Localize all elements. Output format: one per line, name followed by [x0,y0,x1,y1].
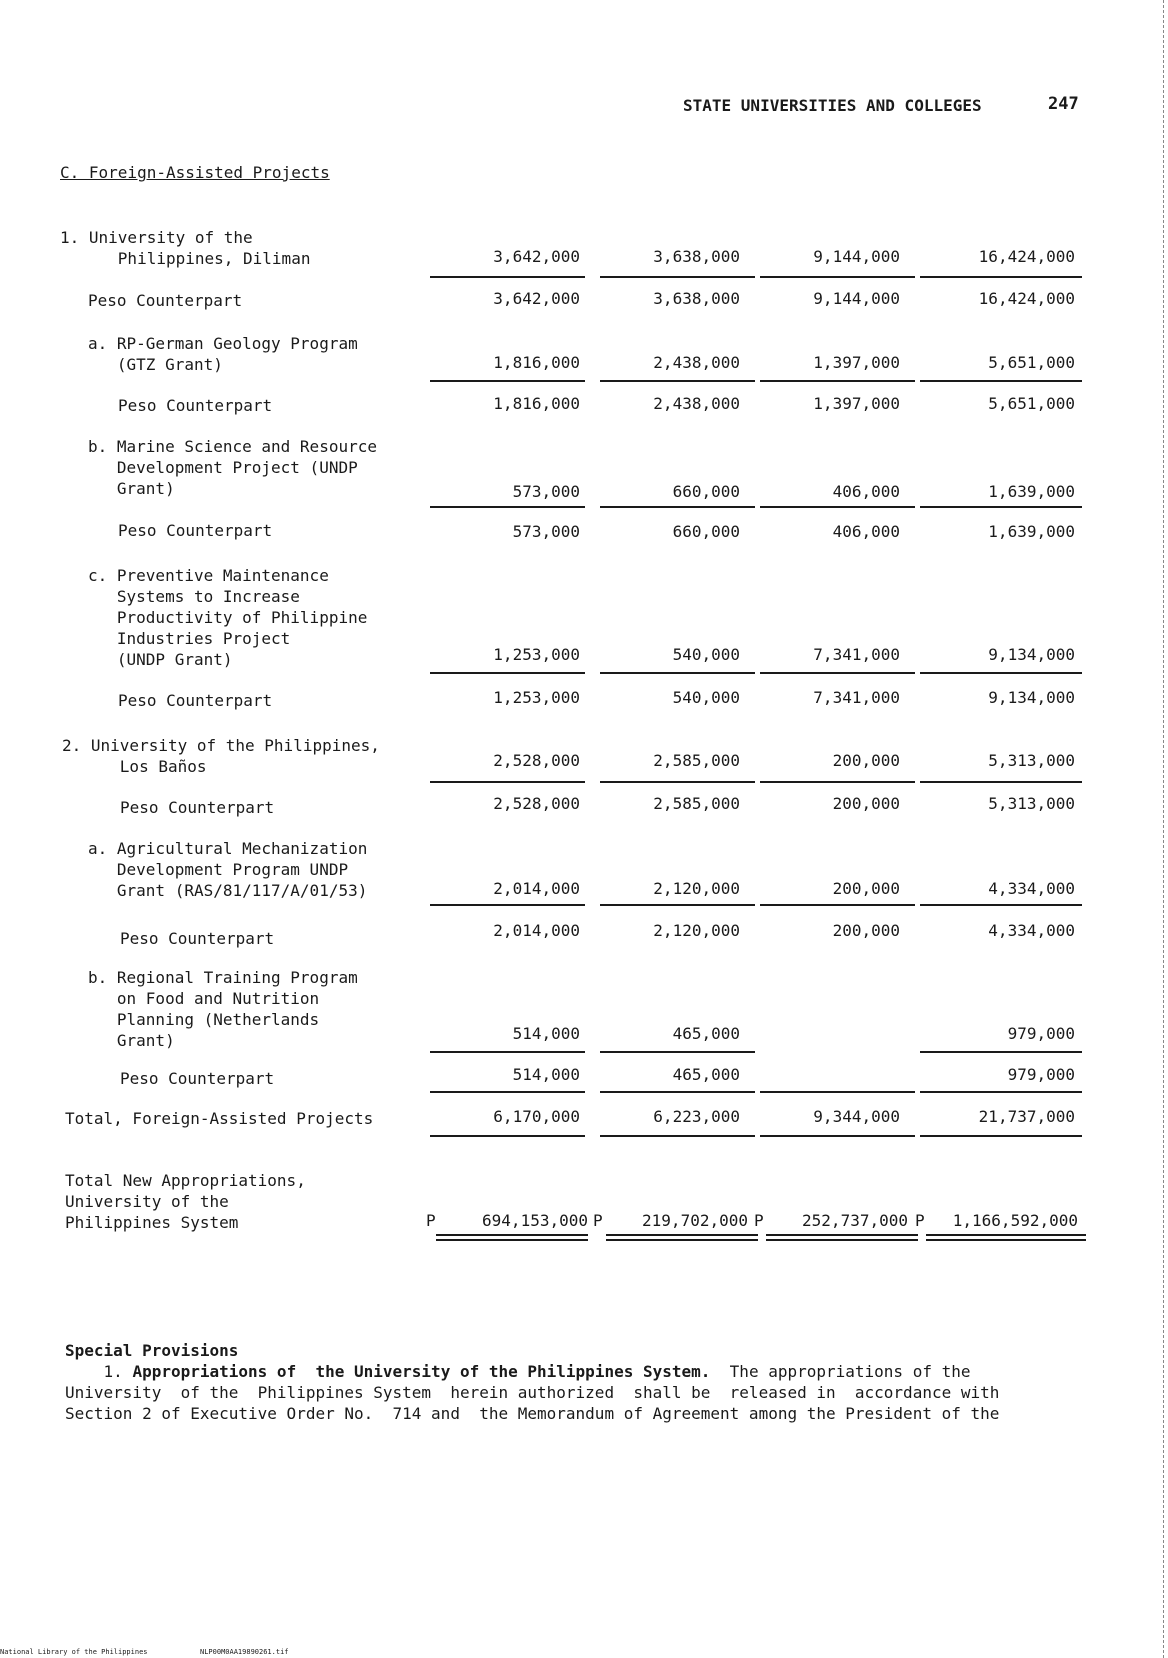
row-value: 2,585,000 [653,794,740,813]
special-provisions-heading: Special Provisions [65,1341,239,1360]
row-value: 9,144,000 [813,289,900,308]
total-rule [760,1135,915,1137]
row-value: 540,000 [672,645,740,664]
row-value: 1,816,000 [493,353,580,372]
row-label: Peso Counterpart [120,929,275,948]
column-rule [760,276,915,278]
row-value: 200,000 [832,879,900,898]
row-label: Peso Counterpart [118,396,273,415]
row-value: 5,313,000 [988,794,1075,813]
column-rule [430,506,585,508]
grand-total-currency: P [426,1211,436,1230]
column-rule [920,1091,1082,1093]
total-rule [920,1135,1082,1137]
row-label: Peso Counterpart [120,1069,275,1088]
row-label: Peso Counterpart [88,291,243,310]
provision-title: Appropriations of the University of the Philippines System. [132,1362,711,1381]
row-label: a. RP-German Geology Program (GTZ Grant) [88,334,358,374]
column-rule [430,672,585,674]
scan-edge-mark [1163,0,1164,1658]
row-value: 200,000 [832,794,900,813]
provision-line-3: Section 2 of Executive Order No. 714 and the Memorandum of Agreement among the President of the [65,1404,1000,1423]
column-rule [600,506,755,508]
row-label: Peso Counterpart [118,521,273,540]
row-value: 200,000 [832,751,900,770]
row-value: 5,651,000 [988,353,1075,372]
row-value: 1,397,000 [813,353,900,372]
column-rule [430,781,585,783]
column-rule [600,1051,755,1053]
provision-line-2: University of the Philippines System herein authorized shall be released in accordance with [65,1383,1000,1402]
section-title: C. Foreign-Assisted Projects [60,163,330,182]
total-rule [600,1135,755,1137]
row-value: 2,120,000 [653,921,740,940]
page-number: 247 [1048,94,1079,114]
row-label: Peso Counterpart [120,798,275,817]
column-rule [600,672,755,674]
grand-total-value: 252,737,000 [802,1211,908,1230]
column-rule [760,380,915,382]
column-rule [760,506,915,508]
row-value: 514,000 [512,1024,580,1043]
column-rule [920,506,1082,508]
row-value: 3,642,000 [493,247,580,266]
grand-total-value: 219,702,000 [642,1211,748,1230]
row-value: 2,438,000 [653,394,740,413]
column-rule [430,276,585,278]
column-rule [920,781,1082,783]
grand-total-label: Total New Appropriations, University of the Philippines System [65,1171,306,1232]
row-value: 406,000 [832,522,900,541]
row-value: 1,639,000 [988,482,1075,501]
row-value: 2,014,000 [493,921,580,940]
row-value: 6,170,000 [493,1107,580,1126]
provision-number: 1. [103,1362,123,1381]
row-value: 21,737,000 [978,1107,1075,1126]
column-rule [760,1091,915,1093]
row-value: 2,438,000 [653,353,740,372]
row-label: b. Regional Training Program on Food and Nutrition Planning (Netherlands Grant) [88,968,358,1050]
column-rule [920,1051,1082,1053]
footer-filename: NLP00M0AA19890261.tif [200,1648,289,1656]
row-value: 9,144,000 [813,247,900,266]
grand-total-value: 694,153,000 [482,1211,588,1230]
column-rule [920,276,1082,278]
column-rule [600,904,755,906]
row-value: 406,000 [832,482,900,501]
row-label: Peso Counterpart [118,691,273,710]
column-rule [920,904,1082,906]
column-rule [430,1091,585,1093]
column-rule [600,781,755,783]
row-label: c. Preventive Maintenance Systems to Increase Productivity of Philippine Industries Project (UNDP Grant) [88,566,368,669]
column-rule [600,380,755,382]
row-value: 9,134,000 [988,688,1075,707]
row-value: 573,000 [512,482,580,501]
row-value: 1,639,000 [988,522,1075,541]
row-value: 9,344,000 [813,1107,900,1126]
row-value: 9,134,000 [988,645,1075,664]
row-value: 660,000 [672,482,740,501]
running-title: STATE UNIVERSITIES AND COLLEGES [683,96,982,115]
row-value: 465,000 [672,1024,740,1043]
grand-total-currency: P [915,1211,925,1230]
column-rule [760,904,915,906]
row-label: a. Agricultural Mechanization Development Program UNDP Grant (RAS/81/117/A/01/53) [88,839,368,900]
provision-text: The appropriations of the [710,1362,971,1381]
row-value: 2,014,000 [493,879,580,898]
row-value: 7,341,000 [813,688,900,707]
row-value: 16,424,000 [978,289,1075,308]
row-value: 200,000 [832,921,900,940]
row-label: 2. University of the Philippines, Los Baños [62,736,380,776]
row-value: 573,000 [512,522,580,541]
column-rule [430,904,585,906]
footer-source: National Library of the Philippines [0,1648,148,1656]
row-value: 979,000 [1007,1065,1075,1084]
double-rule [766,1234,918,1241]
row-label: 1. University of the Philippines, Diliman [60,228,311,268]
row-value: 465,000 [672,1065,740,1084]
row-value: 1,253,000 [493,645,580,664]
row-label: b. Marine Science and Resource Development Project (UNDP Grant) [88,437,377,498]
row-value: 1,397,000 [813,394,900,413]
row-value: 2,120,000 [653,879,740,898]
row-value: 1,816,000 [493,394,580,413]
double-rule [436,1234,588,1241]
row-value: 5,651,000 [988,394,1075,413]
row-value: 16,424,000 [978,247,1075,266]
total-rule [430,1135,585,1137]
row-value: 2,585,000 [653,751,740,770]
double-rule [926,1234,1086,1241]
row-value: 3,642,000 [493,289,580,308]
provision-line-1 [65,1361,971,1382]
grand-total-value: 1,166,592,000 [952,1211,1078,1230]
row-label: Total, Foreign-Assisted Projects [65,1109,374,1128]
column-rule [430,380,585,382]
row-value: 4,334,000 [988,879,1075,898]
row-value: 3,638,000 [653,289,740,308]
row-value: 979,000 [1007,1024,1075,1043]
row-value: 7,341,000 [813,645,900,664]
row-value: 6,223,000 [653,1107,740,1126]
row-value: 5,313,000 [988,751,1075,770]
row-value: 4,334,000 [988,921,1075,940]
grand-total-currency: P [593,1211,603,1230]
grand-total-currency: P [754,1211,764,1230]
double-rule [606,1234,758,1241]
row-value: 540,000 [672,688,740,707]
column-rule [920,380,1082,382]
column-rule [920,672,1082,674]
row-value: 3,638,000 [653,247,740,266]
column-rule [600,276,755,278]
row-value: 514,000 [512,1065,580,1084]
column-rule [600,1091,755,1093]
row-value: 2,528,000 [493,794,580,813]
row-value: 2,528,000 [493,751,580,770]
row-value: 660,000 [672,522,740,541]
column-rule [760,781,915,783]
column-rule [430,1051,585,1053]
column-rule [760,672,915,674]
row-value: 1,253,000 [493,688,580,707]
